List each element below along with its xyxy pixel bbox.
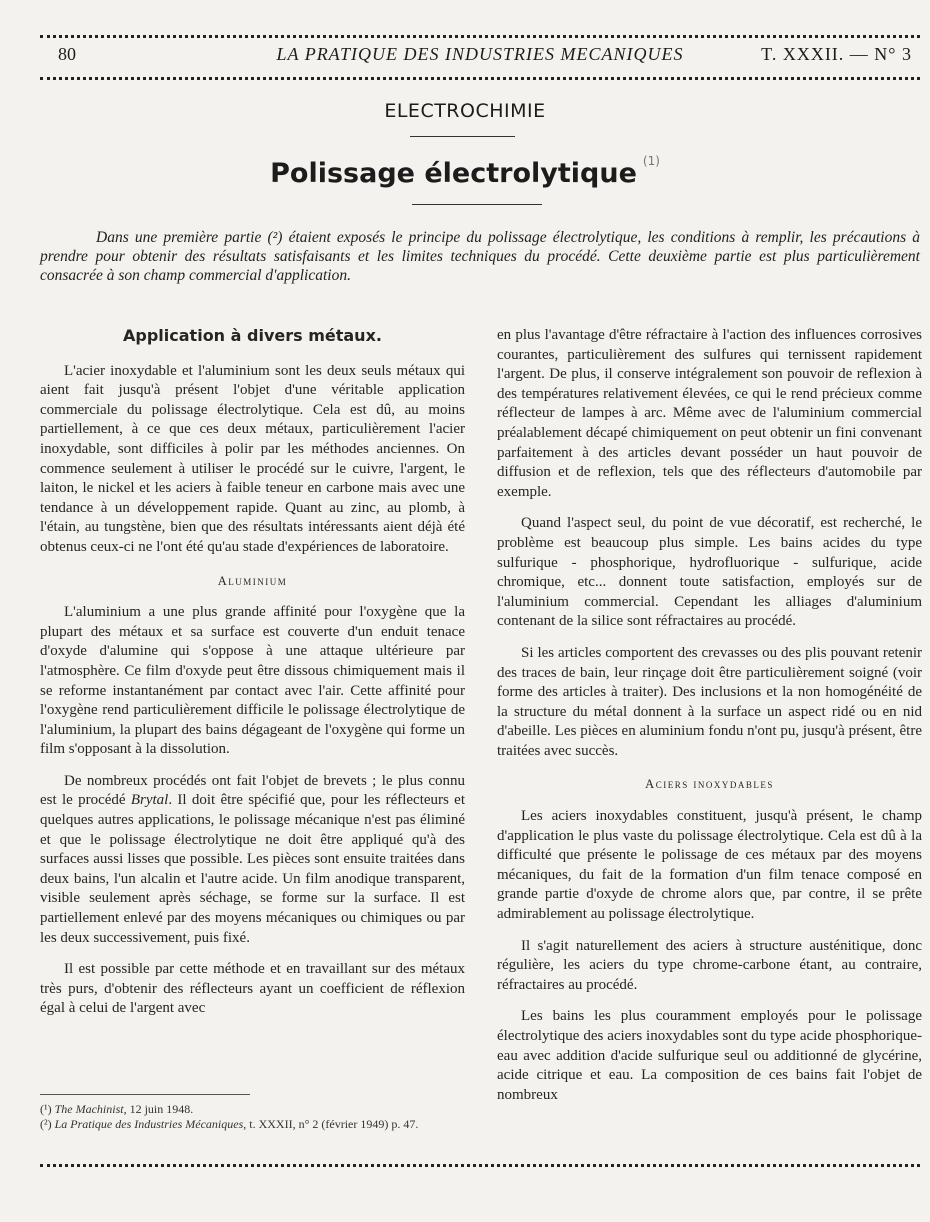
running-header xyxy=(40,44,920,68)
text-run: De nombreux procédés ont fait l'objet de brevets ; le plus connu est le procédé xyxy=(40,772,465,809)
text-run: . Il doit être spécifié que, pour les réflecteurs et quelques autres applications, le polissage mécanique n'est pas éliminé et que le polissage électrolytique ne doit être appliqué qu'à des surfaces aussi lisses que possible. Les pièces sont ensuite traitées dans deux bains, l'un alcalin et l'autre acide. Un film anodique transparent, visible seulement après séchage, se forme sur la surface. Il est partiellement enlevé par des moyens mécaniques ou chimiques ou par les deux successivement, puis fixé. xyxy=(40,792,465,946)
paragraph: Si les articles comportent des crevasses ou des plis pouvant retenir des traces de bain, leur rinçage doit être particulièrement soigné (voir forme des articles à traiter). Des inclusions et la non homogénéité de la structure du métal donnent à la surface un aspect ridé ou en nid d'abeille. Les pièces en aluminium fondu n'ont pu, jusqu'à présent, être traitées avec succès. xyxy=(497,644,922,759)
paragraph xyxy=(40,772,465,948)
footnote-detail: , 12 juin 1948. xyxy=(123,1102,194,1116)
footnote-detail: , t. XXXII, n° 2 (février 1949) p. 47. xyxy=(243,1117,419,1131)
subsection-heading: Application à divers métaux. xyxy=(123,326,382,345)
journal-title: LA PRATIQUE DES INDUSTRIES MECANIQUES xyxy=(276,44,684,64)
footnote-2 xyxy=(40,1117,465,1132)
bottom-dotted-rule xyxy=(40,1164,920,1167)
page-number: 80 xyxy=(58,44,76,64)
paragraph: L'aluminium a une plus grande affinité pour l'oxygène que la plupart des métaux et sa surface est couverte d'un enduit tenace d'oxyde d'alumine qui s'oppose à une attaque ultérieure par l'atmosphère. Ce film d'oxyde peut être dissous chimiquement mais il se reforme instantanément par contact avec l'air. Cette affinité pour l'oxygène rend particulièrement difficile le polissage électrolytique de l'aluminium, la plupart des bains dégageant de l'oxygène qui forme un film s'opposant à la dissolution. xyxy=(40,604,465,758)
right-column xyxy=(497,326,922,1117)
title-text: Polissage électrolytique xyxy=(270,158,637,189)
footnote-source: The Machinist xyxy=(54,1102,124,1116)
paragraph: Quand l'aspect seul, du point de vue décoratif, est recherché, le problème est beaucoup plus simple. Les bains acides du type sulfurique - phosphorique, hydrofluorique - sulfurique, acide chromique, etc... donnent toute satisfaction, employés sur de l'aluminium commercial. Cependant les alliages d'aluminium contenant de la silice sont réfractaires au procédé. xyxy=(497,515,922,630)
header-dotted-rule xyxy=(40,77,920,80)
footnote-mark: (²) xyxy=(40,1117,52,1131)
section-heading: ELECTROCHIMIE xyxy=(384,100,546,122)
footnote-mark: (¹) xyxy=(40,1102,52,1116)
paragraph: L'acier inoxydable et l'aluminium sont les deux seuls métaux qui aient fait jusqu'à présent l'objet d'une véritable application commerciale du polissage électrolytique. Cela est dû, au moins partiellement, à ce que ces deux métaux, particulièrement l'acier inoxydable, sont difficiles à polir par les méthodes anciennes. On commence seulement à utiliser le procédé sur le cuivre, l'argent, le laiton, le nickel et les aciers à faible teneur en carbone mais avec une tendance à un développement rapide. Quant au zinc, au plomb, à l'étain, au tungstène, bien que des résultats intéressants aient déjà été obtenus ceux-ci ne l'ont été qu'au stade d'expériences de laboratoire. xyxy=(40,362,465,555)
paragraph: en plus l'avantage d'être réfractaire à l'action des influences corrosives courantes, particulièrement des sulfures qui ternissent rapidement l'argent. De plus, il conserve intégralement son pouvoir de reflexion à des températures relativement élevées, ce qui le rend précieux comme réflecteur de lampes à arc. Même avec de l'aluminium commercial préalablement décapé chimiquement on peut obtenir un fini convenant parfaitement à des articles devant posséder un haut pouvoir de diffusion et de reflexion, tels que des réflecteurs d'automobile par exemple. xyxy=(497,327,922,500)
top-dotted-rule xyxy=(40,35,920,38)
paragraph: Les aciers inoxydables constituent, jusqu'à présent, le champ d'application le plus vaste du polissage électrolytique. Cela est dû à la difficulté que présente le polissage de ces métaux par des moyens mécaniques, du fait de la formation d'un film tenace composé en grande partie d'oxyde de chrome alors que, par contre, il se prête admirablement au polissage électrolytique. xyxy=(497,808,922,923)
title-footnote-mark: (1) xyxy=(642,154,660,168)
subheading-aluminium: Aluminium xyxy=(217,573,288,588)
volume-issue: T. XXXII. — N° 3 xyxy=(761,44,912,64)
section-rule xyxy=(410,136,515,137)
title-rule xyxy=(412,204,542,205)
footnote-source: La Pratique des Industries Mécaniques xyxy=(54,1117,244,1131)
process-name: Brytal xyxy=(130,792,169,809)
paragraph: Les bains les plus couramment employés pour le polissage électrolytique des aciers inoxydables sont du type acide phosphorique-eau avec addition d'acide sulfurique seul ou additionné de glycérine, acide citrique et eau. La composition de ces bains fait l'objet de nombreux xyxy=(497,1008,922,1103)
article-title xyxy=(0,154,930,189)
paragraph: Il est possible par cette méthode et en travaillant sur des métaux très purs, d'obtenir des réflecteurs ayant un coefficient de réflexion égal à celui de l'argent avec xyxy=(40,961,465,1017)
left-column xyxy=(40,326,465,1031)
paragraph: Il s'agit naturellement des aciers à structure austénitique, donc régulière, les aciers du type chrome-carbone étant, au contraire, réfractaires au procédé. xyxy=(497,937,922,993)
subheading-stainless-steel: Aciers inoxydables xyxy=(645,777,774,792)
footnote-rule xyxy=(40,1094,250,1095)
intro-paragraph: Dans une première partie (²) étaient exposés le principe du polissage électrolytique, les conditions à remplir, les précautions à prendre pour obtenir des résultats satisfaisants et les limites techniques du procédé. Cette deuxième partie est plus particulièrement consacrée à son champ commercial d'application. xyxy=(40,229,920,284)
footnotes xyxy=(40,1102,465,1132)
footnote-1 xyxy=(40,1102,465,1117)
